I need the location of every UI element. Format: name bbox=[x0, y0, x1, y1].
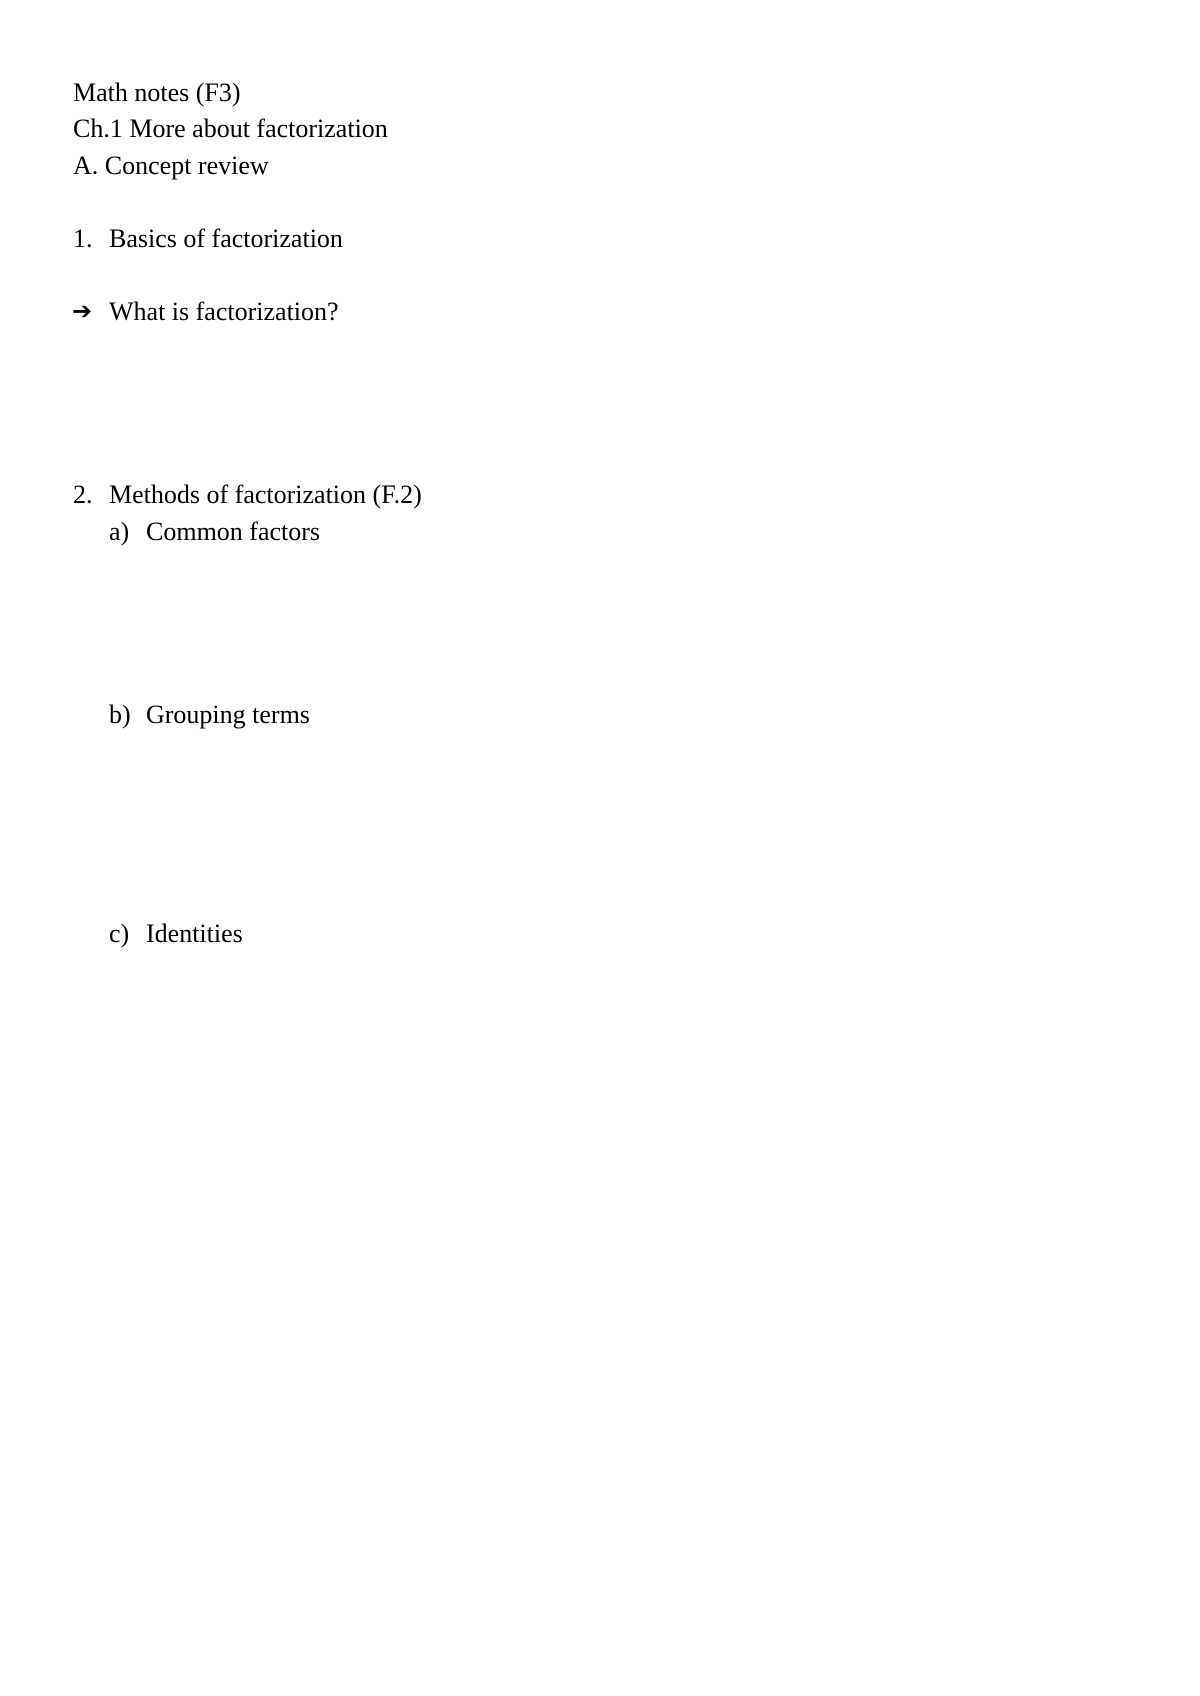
question-text: What is factorization? bbox=[109, 297, 339, 326]
section-heading: A. Concept review bbox=[73, 151, 269, 180]
list-item-label: Basics of factorization bbox=[109, 224, 343, 253]
sub-item-label: Identities bbox=[146, 919, 243, 948]
list-number: 2. bbox=[73, 480, 93, 509]
chapter-heading: Ch.1 More about factorization bbox=[73, 114, 388, 143]
sub-item-label: Common factors bbox=[146, 517, 321, 546]
sub-item-marker: a) bbox=[109, 517, 130, 546]
sub-item-label: Grouping terms bbox=[146, 700, 310, 729]
document-title: Math notes (F3) bbox=[73, 78, 241, 107]
sub-item-marker: b) bbox=[109, 700, 131, 729]
list-number: 1. bbox=[73, 224, 93, 253]
list-item-label: Methods of factorization (F.2) bbox=[109, 480, 422, 509]
sub-item-marker: c) bbox=[109, 919, 130, 948]
right-arrow-icon: ➔ bbox=[72, 297, 93, 325]
